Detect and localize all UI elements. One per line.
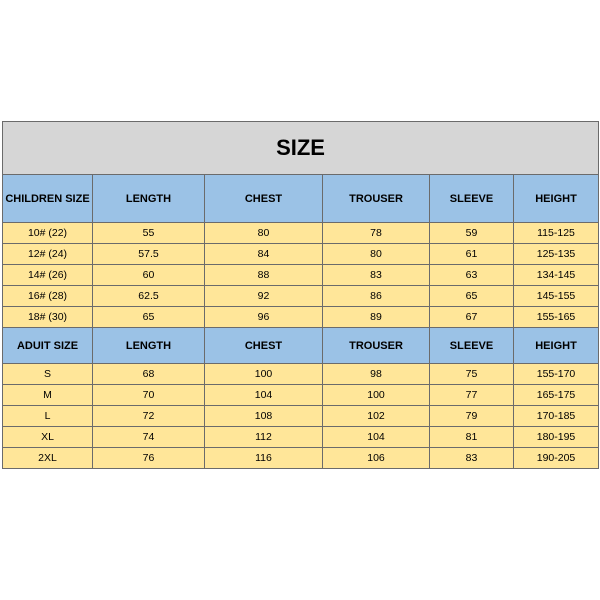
sleeve-column-header: SLEEVE xyxy=(430,175,514,223)
chest-cell: 108 xyxy=(205,406,323,427)
size-cell: 2XL xyxy=(3,448,93,469)
chest-cell: 100 xyxy=(205,364,323,385)
height-cell: 134-145 xyxy=(514,265,599,286)
children-table-row xyxy=(3,244,599,265)
length-cell: 55 xyxy=(93,223,205,244)
length-cell: 68 xyxy=(93,364,205,385)
chest-cell: 92 xyxy=(205,286,323,307)
adult-table-row xyxy=(3,385,599,406)
size-cell: 10# (22) xyxy=(3,223,93,244)
size-cell: L xyxy=(3,406,93,427)
trouser-cell: 106 xyxy=(323,448,430,469)
height-cell: 155-165 xyxy=(514,307,599,328)
trouser-cell: 89 xyxy=(323,307,430,328)
chest-cell: 116 xyxy=(205,448,323,469)
trouser-cell: 104 xyxy=(323,427,430,448)
children-table-row xyxy=(3,307,599,328)
title-row xyxy=(3,122,599,175)
length-column-header: LENGTH xyxy=(93,175,205,223)
height-cell: 155-170 xyxy=(514,364,599,385)
sleeve-cell: 75 xyxy=(430,364,514,385)
height-cell: 115-125 xyxy=(514,223,599,244)
children-header-row xyxy=(3,175,599,223)
length-cell: 76 xyxy=(93,448,205,469)
chest-column-header: CHEST xyxy=(205,175,323,223)
size-cell: 12# (24) xyxy=(3,244,93,265)
length-cell: 72 xyxy=(93,406,205,427)
height-column-header: HEIGHT xyxy=(514,328,599,364)
trouser-column-header: TROUSER xyxy=(323,175,430,223)
length-cell: 74 xyxy=(93,427,205,448)
trouser-cell: 83 xyxy=(323,265,430,286)
trouser-cell: 86 xyxy=(323,286,430,307)
sleeve-cell: 77 xyxy=(430,385,514,406)
trouser-cell: 102 xyxy=(323,406,430,427)
size-cell: 16# (28) xyxy=(3,286,93,307)
adult-table-row xyxy=(3,448,599,469)
height-cell: 165-175 xyxy=(514,385,599,406)
table-title: SIZE xyxy=(3,122,599,175)
sleeve-column-header: SLEEVE xyxy=(430,328,514,364)
adult-header-row xyxy=(3,328,599,364)
adult-table-row xyxy=(3,406,599,427)
height-cell: 125-135 xyxy=(514,244,599,265)
trouser-cell: 98 xyxy=(323,364,430,385)
length-cell: 60 xyxy=(93,265,205,286)
chest-cell: 96 xyxy=(205,307,323,328)
trouser-cell: 80 xyxy=(323,244,430,265)
size-cell: XL xyxy=(3,427,93,448)
sleeve-cell: 83 xyxy=(430,448,514,469)
chest-column-header: CHEST xyxy=(205,328,323,364)
children-table-row xyxy=(3,223,599,244)
height-cell: 180-195 xyxy=(514,427,599,448)
height-cell: 170-185 xyxy=(514,406,599,427)
trouser-column-header: TROUSER xyxy=(323,328,430,364)
chest-cell: 104 xyxy=(205,385,323,406)
trouser-cell: 78 xyxy=(323,223,430,244)
sleeve-cell: 59 xyxy=(430,223,514,244)
sleeve-cell: 67 xyxy=(430,307,514,328)
children-size-header: CHILDREN SIZE xyxy=(3,175,93,223)
length-cell: 57.5 xyxy=(93,244,205,265)
size-cell: S xyxy=(3,364,93,385)
height-cell: 145-155 xyxy=(514,286,599,307)
length-column-header: LENGTH xyxy=(93,328,205,364)
chest-cell: 80 xyxy=(205,223,323,244)
size-cell: 18# (30) xyxy=(3,307,93,328)
sleeve-cell: 65 xyxy=(430,286,514,307)
adult-table-row xyxy=(3,427,599,448)
sleeve-cell: 61 xyxy=(430,244,514,265)
sleeve-cell: 63 xyxy=(430,265,514,286)
sleeve-cell: 81 xyxy=(430,427,514,448)
length-cell: 70 xyxy=(93,385,205,406)
length-cell: 65 xyxy=(93,307,205,328)
size-cell: 14# (26) xyxy=(3,265,93,286)
size-chart-table xyxy=(2,121,599,469)
sleeve-cell: 79 xyxy=(430,406,514,427)
chest-cell: 88 xyxy=(205,265,323,286)
adult-size-header: ADUIT SIZE xyxy=(3,328,93,364)
chest-cell: 84 xyxy=(205,244,323,265)
chest-cell: 112 xyxy=(205,427,323,448)
height-cell: 190-205 xyxy=(514,448,599,469)
children-table-row xyxy=(3,286,599,307)
height-column-header: HEIGHT xyxy=(514,175,599,223)
adult-table-row xyxy=(3,364,599,385)
length-cell: 62.5 xyxy=(93,286,205,307)
size-cell: M xyxy=(3,385,93,406)
children-table-row xyxy=(3,265,599,286)
trouser-cell: 100 xyxy=(323,385,430,406)
